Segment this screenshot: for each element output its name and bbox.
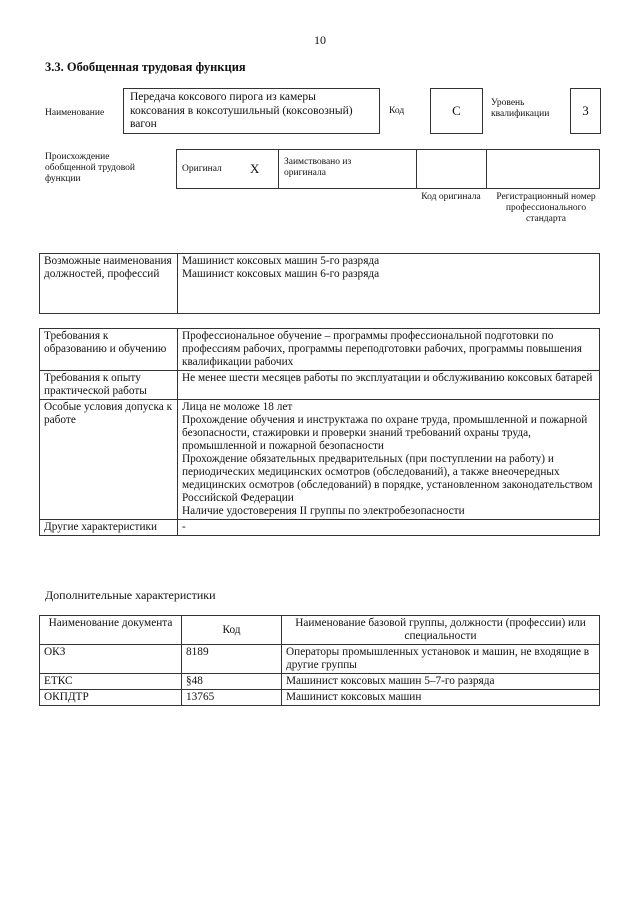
positions-values bbox=[178, 254, 600, 314]
requirement-line: Не менее шести месяцев работы по эксплуатации и обслуживанию коксовых батарей bbox=[182, 372, 593, 384]
origin-divider bbox=[486, 149, 487, 189]
level-value: 3 bbox=[582, 103, 589, 118]
requirement-line: Наличие удостоверения II группы по электробезопасности bbox=[182, 505, 465, 517]
original-label: Оригинал bbox=[182, 164, 222, 174]
column-header: Код bbox=[182, 616, 282, 645]
table-row bbox=[40, 371, 600, 400]
requirement-value bbox=[178, 329, 600, 371]
table-cell: §48 bbox=[182, 674, 282, 690]
table-cell: Операторы промышленных установок и машин, не входящие в другие группы bbox=[282, 645, 600, 674]
level-value-box bbox=[570, 88, 601, 134]
table-row bbox=[40, 674, 600, 690]
requirement-label: Требования к опыту практической работы bbox=[40, 371, 178, 400]
page-number: 10 bbox=[314, 33, 326, 47]
table-row bbox=[40, 690, 600, 706]
code-value-box bbox=[430, 88, 483, 134]
requirement-value bbox=[178, 400, 600, 520]
requirements-table bbox=[39, 328, 600, 536]
column-header: Наименование базовой группы, должности (профессии) или специальности bbox=[282, 616, 600, 645]
table-row bbox=[40, 329, 600, 371]
column-header: Наименование документа bbox=[40, 616, 182, 645]
requirement-line: - bbox=[182, 521, 186, 533]
table-cell: ОКЗ bbox=[40, 645, 182, 674]
name-label: Наименование bbox=[45, 108, 105, 118]
table-cell: 13765 bbox=[182, 690, 282, 706]
position-item: Машинист коксовых машин 6-го разряда bbox=[182, 268, 380, 280]
requirement-label: Особые условия допуска к работе bbox=[40, 400, 178, 520]
requirement-line: Лица не моложе 18 лет bbox=[182, 401, 293, 413]
table-cell: ЕТКС bbox=[40, 674, 182, 690]
code-label: Код bbox=[389, 106, 405, 116]
position-item: Машинист коксовых машин 5-го разряда bbox=[182, 255, 380, 267]
origin-divider bbox=[278, 149, 279, 189]
name-value: Передача коксового пирога из камеры коксования в коксотушильный (коксовозный) вагон bbox=[130, 91, 353, 130]
table-cell: ОКПДТР bbox=[40, 690, 182, 706]
code-value: C bbox=[452, 103, 461, 118]
requirement-value bbox=[178, 520, 600, 536]
table-row bbox=[40, 400, 600, 520]
origin-divider bbox=[416, 149, 417, 189]
table-header-row bbox=[40, 616, 600, 645]
borrowed-label: Заимствовано из оригинала bbox=[284, 157, 352, 178]
name-value-box bbox=[123, 88, 380, 134]
origin-label: Происхождение обобщенной трудовой функции bbox=[45, 152, 135, 184]
reg-number-caption: Регистрационный номер профессионального стандарта bbox=[496, 192, 596, 224]
positions-table bbox=[39, 253, 600, 314]
table-cell: Машинист коксовых машин 5–7-го разряда bbox=[282, 674, 600, 690]
requirement-line: Прохождение обучения и инструктажа по охране труда, промышленной и пожарной безопасности, стажировки и проверки знаний требований охраны труда, промышленной и пожарной безопасности bbox=[182, 414, 588, 452]
table-cell: 8189 bbox=[182, 645, 282, 674]
code-original-caption: Код оригинала bbox=[421, 192, 481, 202]
origin-box bbox=[176, 149, 600, 189]
table-row bbox=[40, 520, 600, 536]
positions-label: Возможные наименования должностей, профессий bbox=[40, 254, 178, 314]
level-label: Уровень квалификации bbox=[491, 98, 550, 119]
section-title: 3.3. Обобщенная трудовая функция bbox=[45, 60, 246, 74]
requirement-line: Прохождение обязательных предварительных (при поступлении на работу) и периодических медицинских осмотров (обследований), а также внеочередных медицинских осмотров (обследований) в порядке, установленном законодательством Российской Федерации bbox=[182, 453, 593, 504]
additional-title: Дополнительные характеристики bbox=[45, 588, 216, 602]
requirement-value bbox=[178, 371, 600, 400]
requirement-label: Другие характеристики bbox=[40, 520, 178, 536]
table-cell: Машинист коксовых машин bbox=[282, 690, 600, 706]
requirement-line: Профессиональное обучение – программы профессиональной подготовки по профессиям рабочих, программы переподготовки рабочих, программы повышения квалификации рабочих bbox=[182, 330, 582, 368]
original-mark: X bbox=[250, 161, 260, 176]
table-row bbox=[40, 645, 600, 674]
requirement-label: Требования к образованию и обучению bbox=[40, 329, 178, 371]
additional-table bbox=[39, 615, 600, 706]
